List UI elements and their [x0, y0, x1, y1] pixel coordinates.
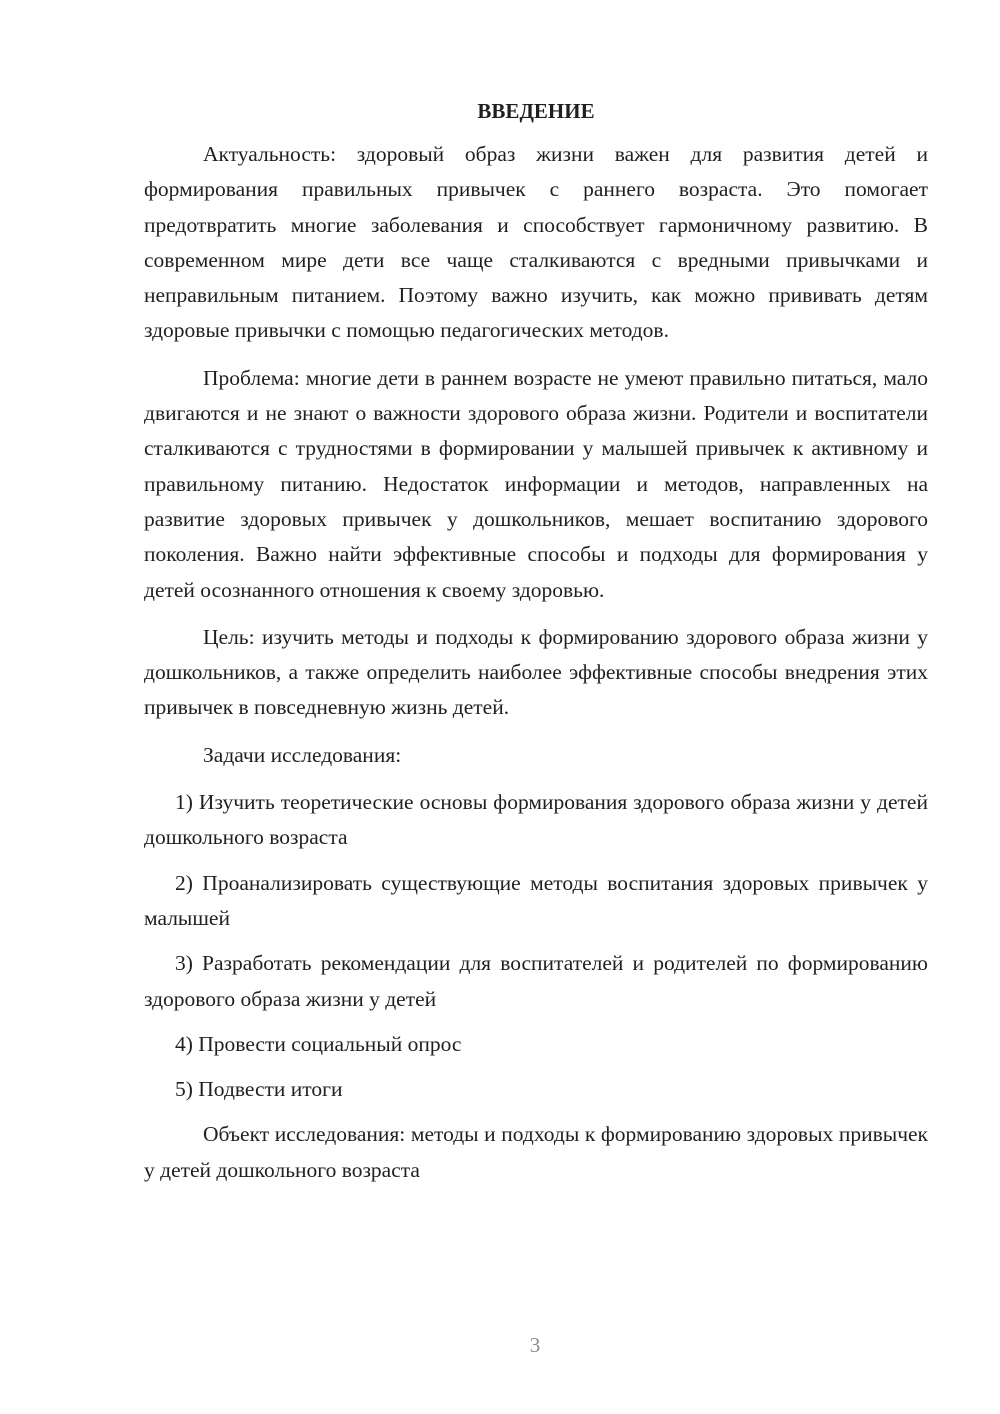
- task-item-5: 5) Подвести итоги: [175, 1077, 343, 1102]
- task-item-2: 2) Проанализировать существующие методы воспитания здоровых привычек у малышей: [144, 870, 928, 930]
- paragraph-relevance: Актуальность: здоровый образ жизни важен для развития детей и формирования правильных привычек с раннего возраста. Это помогает предотвратить многие заболевания и способствует гармоничному развитию. В современном мире дети все чаще сталкиваются с вредными привычками и неправильным питанием. Поэтому важно изучить, как можно прививать детям здоровые привычки с помощью педагогических методов.: [144, 142, 928, 343]
- tasks-heading: Задачи исследования:: [203, 742, 402, 767]
- paragraph-object: Объект исследования: методы и подходы к формированию здоровых привычек у детей дошкольного возраста: [144, 1122, 928, 1182]
- paragraph-goal: Цель: изучить методы и подходы к формированию здорового образа жизни у дошкольников, а также определить наиболее эффективные способы внедрения этих привычек в повседневную жизнь детей.: [144, 624, 928, 720]
- task-item-1: 1) Изучить теоретические основы формирования здорового образа жизни у детей дошкольного возраста: [144, 790, 928, 850]
- page-number: 3: [529, 1333, 541, 1357]
- page-content: [144, 96, 928, 1200]
- section-title: ВВЕДЕНИЕ: [477, 99, 595, 123]
- paragraph-problem: Проблема: многие дети в раннем возрасте не умеют правильно питаться, мало двигаются и не знают о важности здорового образа жизни. Родители и воспитатели сталкиваются с трудностями в формировании у малышей привычек к активному и правильному питанию. Недостаток информации и методов, направленных на развитие здоровых привычек у дошкольников, мешает воспитанию здорового поколения. Важно найти эффективные способы и подходы для формирования у детей осознанного отношения к своему здоровью.: [144, 365, 928, 602]
- task-item-4: 4) Провести социальный опрос: [175, 1031, 462, 1056]
- task-item-3: 3) Разработать рекомендации для воспитателей и родителей по формированию здорового образа жизни у детей: [144, 951, 928, 1011]
